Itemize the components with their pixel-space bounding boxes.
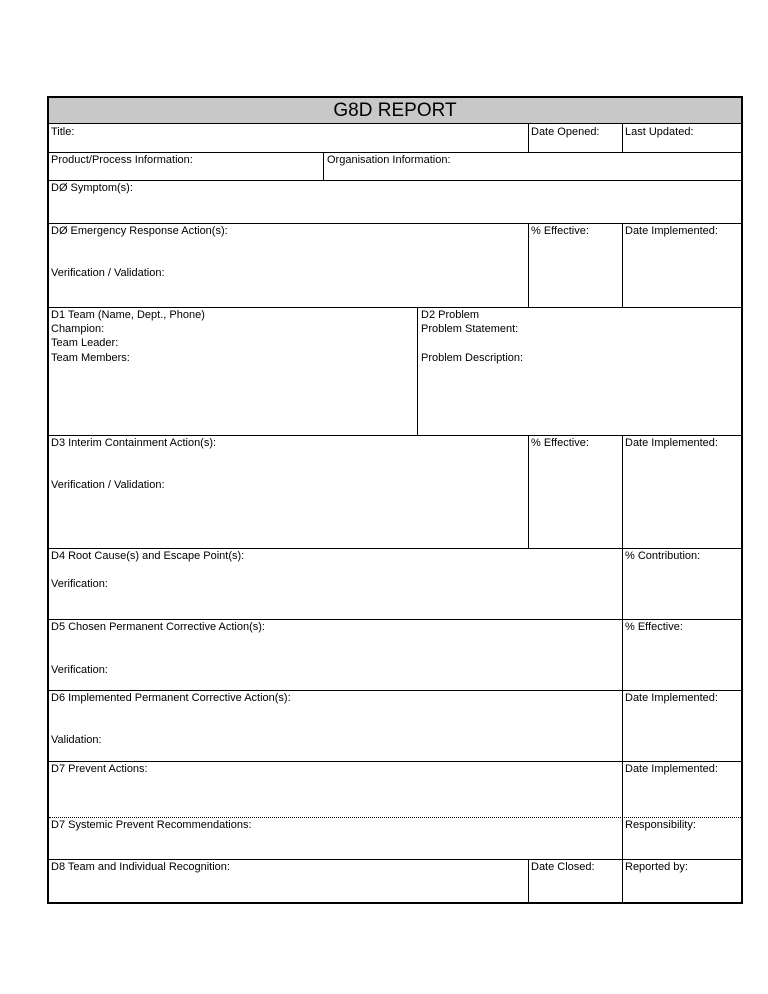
d4-root-cause-label: D4 Root Cause(s) and Escape Point(s): <box>51 550 245 562</box>
last-updated-label: Last Updated: <box>625 126 694 138</box>
column-divider <box>622 124 623 153</box>
d3-effective-label: % Effective: <box>531 437 589 449</box>
report-title: G8D REPORT <box>333 100 457 121</box>
d5-verification-label: Verification: <box>51 664 108 676</box>
d4-verification-label: Verification: <box>51 578 108 590</box>
column-divider <box>528 223 529 308</box>
d0-symptoms-label: DØ Symptom(s): <box>51 182 133 194</box>
d1-team-label: D1 Team (Name, Dept., Phone) <box>51 309 205 321</box>
g8d-report-form <box>47 96 743 904</box>
d2-problem-label: D2 Problem <box>421 309 480 321</box>
column-divider <box>622 548 623 859</box>
d0-date-implemented-label: Date Implemented: <box>625 225 718 237</box>
d2-statement-label: Problem Statement: <box>421 323 519 335</box>
d4-contribution-label: % Contribution: <box>625 550 701 562</box>
d7-responsibility-label: Responsibility: <box>625 819 696 831</box>
d0-verification-label: Verification / Validation: <box>51 267 165 279</box>
d1-champion-label: Champion: <box>51 323 105 335</box>
d8-recognition-label: D8 Team and Individual Recognition: <box>51 861 230 873</box>
d0-effective-label: % Effective: <box>531 225 589 237</box>
d3-date-implemented-label: Date Implemented: <box>625 437 718 449</box>
d5-effective-label: % Effective: <box>625 621 683 633</box>
d5-corrective-label: D5 Chosen Permanent Corrective Action(s): <box>51 621 265 633</box>
column-divider <box>528 124 529 153</box>
d0-emergency-label: DØ Emergency Response Action(s): <box>51 225 228 237</box>
row-divider <box>49 180 741 181</box>
d7-date-implemented-label: Date Implemented: <box>625 763 718 775</box>
d3-containment-label: D3 Interim Containment Action(s): <box>51 437 217 449</box>
organisation-label: Organisation Information: <box>327 154 451 166</box>
title-field-label: Title: <box>51 126 75 138</box>
column-divider <box>323 152 324 181</box>
d6-validation-label: Validation: <box>51 734 102 746</box>
column-divider <box>417 307 418 436</box>
d6-date-implemented-label: Date Implemented: <box>625 692 718 704</box>
d6-implemented-label: D6 Implemented Permanent Corrective Action(s): <box>51 692 291 704</box>
d7-systemic-label: D7 Systemic Prevent Recommendations: <box>51 819 252 831</box>
d1-members-label: Team Members: <box>51 352 130 364</box>
product-process-label: Product/Process Information: <box>51 154 193 166</box>
d7-prevent-label: D7 Prevent Actions: <box>51 763 148 775</box>
d3-verification-label: Verification / Validation: <box>51 479 165 491</box>
column-divider <box>528 435 529 549</box>
column-divider <box>622 223 623 308</box>
report-title-bar <box>49 98 741 124</box>
column-divider <box>528 859 529 902</box>
d8-date-closed-label: Date Closed: <box>531 861 595 873</box>
column-divider <box>622 859 623 902</box>
column-divider <box>622 435 623 549</box>
d8-reported-by-label: Reported by: <box>625 861 688 873</box>
d2-description-label: Problem Description: <box>421 352 524 364</box>
date-opened-label: Date Opened: <box>531 126 600 138</box>
d1-leader-label: Team Leader: <box>51 337 119 349</box>
